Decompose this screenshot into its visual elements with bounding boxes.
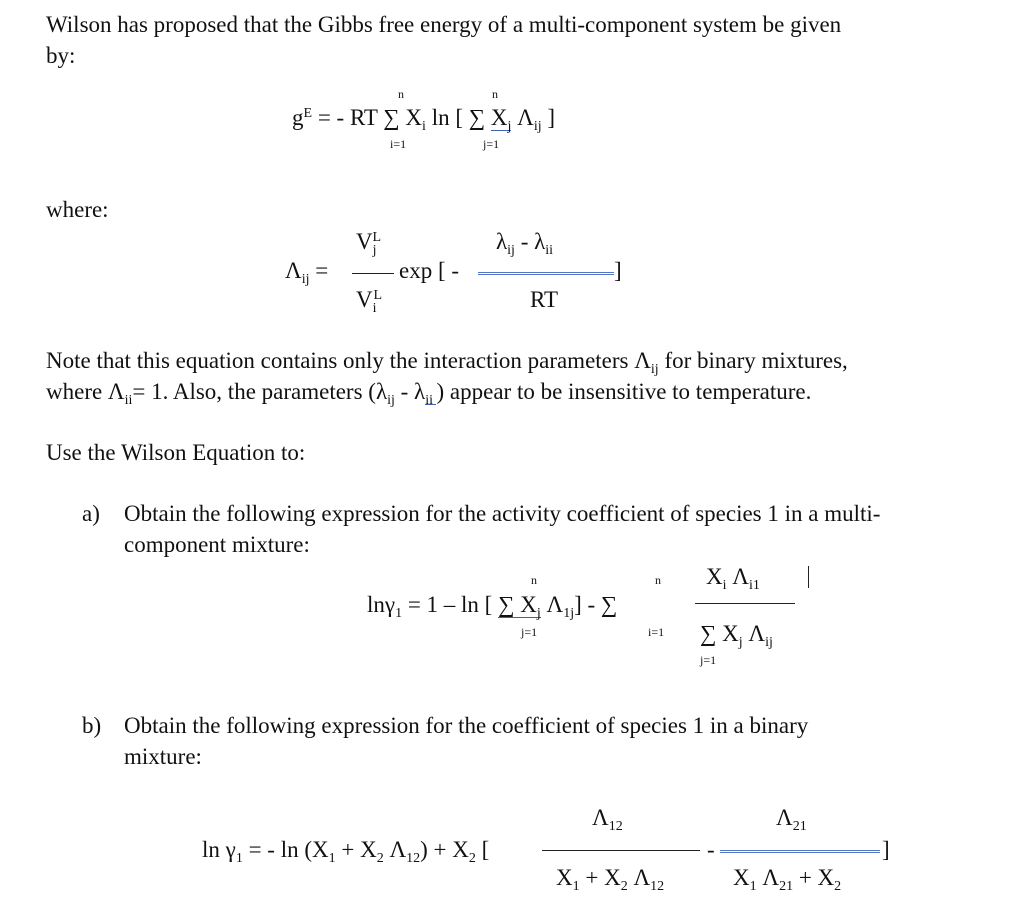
text-cursor: [808, 566, 809, 588]
eqb-minus: -: [707, 837, 715, 862]
eqb-denominator-1: $X_1 + X_2$ $\Lambda_{12}$: [556, 865, 665, 894]
eqb-fraction-bar-1: [542, 850, 700, 851]
part-b-label: b): [82, 713, 102, 738]
part-a-line-2: component mixture:: [124, 532, 310, 557]
eq2-numerator-lambda: $\lambda_{ij} - \lambda_{ii}$: [496, 229, 554, 258]
note-line-1: Note that this equation contains only the interaction parameters $\Lambda_{ij}$ for binary mixtures,: [46, 348, 848, 377]
eqb-denominator-2: $X_1$ $\Lambda_{21} + X_2$: [733, 865, 842, 894]
eqb-fraction-bar-2: [720, 850, 880, 853]
eqa-body: lnγ$_1$ = 1 – ln [ ∑ $X_j$ $\Lambda_{1j}$] - ∑: [367, 592, 618, 621]
eqb-close-bracket: ]: [882, 837, 890, 862]
where-label: where:: [46, 197, 109, 222]
part-b-line-1: Obtain the following expression for the coefficient of species 1 in a binary: [124, 713, 809, 738]
eq1-lower-i: i=1: [390, 137, 407, 151]
eq2-volume-fraction-bar: [352, 273, 394, 274]
eq1-body: $g^E$ = - RT ∑ $X_i$ ln [ ∑ $X_j$ $\Lambda_{ij}$ ]: [292, 105, 556, 134]
part-a-line-1: Obtain the following expression for the activity coefficient of species 1 in a multi-: [124, 501, 881, 526]
eqa-lower-3: j=1: [700, 653, 717, 667]
eqa-lower-2: i=1: [648, 625, 665, 639]
note-line-2: where $\Lambda_{ii}= 1$. Also, the parameters ($\lambda_{ij} - \lambda_{ii}$ ) appear to be insensitive to temperature.: [46, 379, 812, 408]
eqa-denominator: ∑ $X_j$ $\Lambda_{ij}$: [700, 621, 773, 650]
use-instruction: Use the Wilson Equation to:: [46, 440, 306, 465]
eqa-lower-1: j=1: [521, 625, 538, 639]
eq2-denominator-volume: $V_i^L$: [356, 287, 383, 316]
eqb-numerator-1: $\Lambda_{12}$: [592, 805, 623, 834]
eqa-fraction-bar: [695, 603, 795, 604]
part-a-label: a): [82, 501, 100, 526]
eq2-denominator-rt: RT: [530, 287, 559, 312]
eq2-exp: exp [ -: [399, 258, 460, 283]
eq2-lhs: $\Lambda_{ij}$ =: [285, 258, 329, 287]
eqa-upper-1: n: [531, 573, 537, 587]
eq1-lower-j: j=1: [483, 137, 500, 151]
part-b-line-2: mixture:: [124, 744, 202, 769]
eq1-upper-j: n: [492, 87, 498, 101]
eqa-upper-2: n: [655, 573, 661, 587]
eqb-body: $\ln \gamma_1$ = - $\ln (X_1 + X_2$ $\Lambda_{12}) + X_2$ [: [202, 837, 490, 866]
eq2-lambda-fraction-bar: [478, 272, 614, 275]
eq2-numerator-volume: $V_j^L$: [356, 229, 382, 258]
eqb-numerator-2: $\Lambda_{21}$: [776, 805, 807, 834]
eq1-upper-i: n: [398, 87, 404, 101]
eqa-numerator: $X_i$ $\Lambda_{i1}$: [706, 564, 760, 593]
eq2-close-bracket: ]: [614, 258, 622, 283]
intro-line-1: Wilson has proposed that the Gibbs free energy of a multi-component system be given: [46, 12, 842, 37]
intro-line-2: by:: [46, 43, 76, 68]
